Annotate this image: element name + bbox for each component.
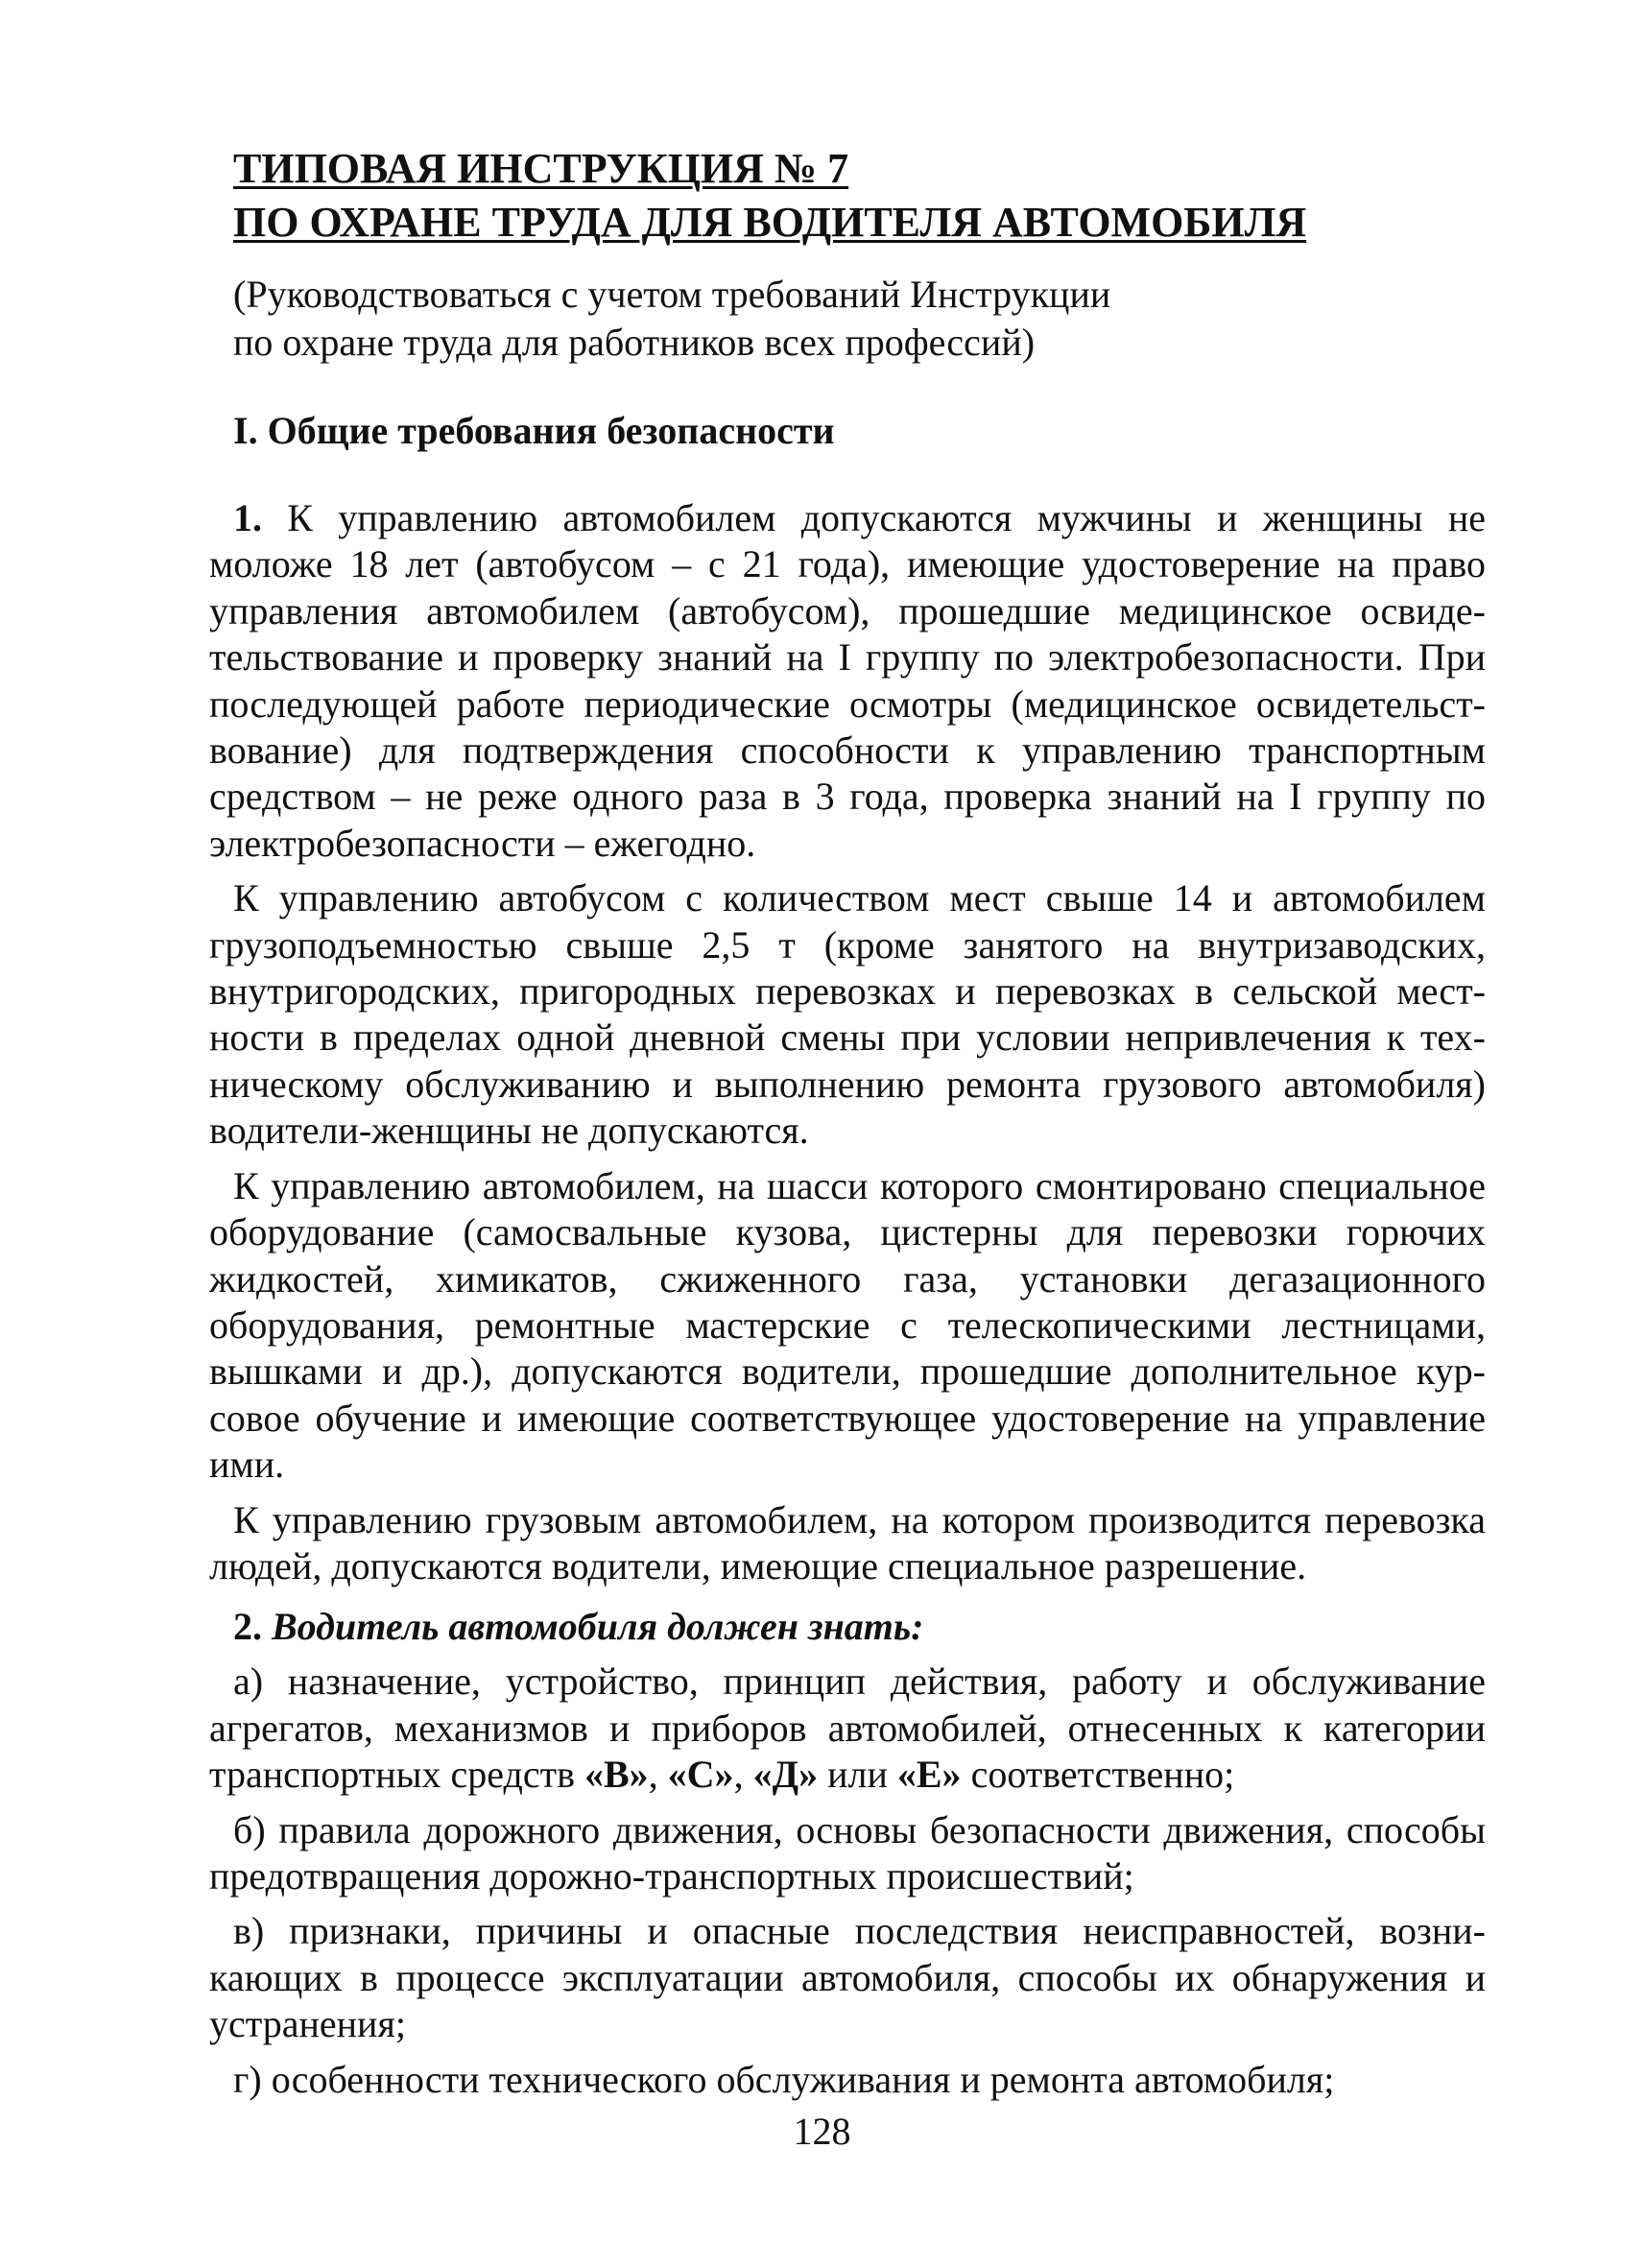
category-c: «С» bbox=[667, 1753, 734, 1797]
document-body bbox=[209, 495, 1486, 2103]
subtitle-line-1: (Руководствоваться с учетом требований Инструкции bbox=[233, 273, 1111, 316]
page-number: 128 bbox=[793, 2110, 851, 2153]
item-1-text: К управлению автомобилем допускаются мужчины и женщины не моложе 18 лет (автобусом – с 21 года), имеющие удостоверение на право управления автомобилем (автобусом), прошедшие медицинское освидетельствование и проверку знаний на I группу по электробезопасности. При последующей работе периодические осмотры (медицинское освидетельствование) для подтверждения способности к управлению транспортным средством – не реже одного раза в 3 года, проверка знаний на I группу по электробезопасности – ежегодно. bbox=[209, 496, 1486, 865]
paragraph-passenger-transport: К управлению грузовым автомобилем, на котором производится перевозка людей, допускаются водители, имеющие специальное разрешение. bbox=[209, 1497, 1486, 1588]
item-2-heading bbox=[209, 1603, 1486, 1651]
section-heading: I. Общие требования безопасности bbox=[233, 409, 835, 452]
item-1-number: 1. bbox=[233, 496, 262, 539]
list-item-a-text: а) назначение, устройство, принцип действия, работу и обслуживание агрегатов, механизмов и приборов автомобилей, отнесенных к категории транспортных средств bbox=[209, 1659, 1486, 1797]
title-line-2: ПО ОХРАНЕ ТРУДА ДЛЯ ВОДИТЕЛЯ АВТОМОБИЛЯ bbox=[233, 199, 1307, 246]
title-line-1: ТИПОВАЯ ИНСТРУКЦИЯ № 7 bbox=[233, 145, 849, 192]
document-title bbox=[233, 142, 1486, 250]
document-page bbox=[209, 142, 1486, 2112]
list-item-c: в) признаки, причины и опасные последствия неисправностей, возникающих в процессе эксплуатации автомобиля, способы их обнаружения и устранения; bbox=[209, 1909, 1486, 2046]
list-item-b: б) правила дорожного движения, основы безопасности движения, способы предотвращения дорожно-транспортных происшествий; bbox=[209, 1807, 1486, 1898]
category-b: «В» bbox=[584, 1753, 649, 1797]
item-2-heading-text: Водитель автомобиля должен знать: bbox=[262, 1605, 924, 1649]
item-2-number: 2. bbox=[233, 1605, 262, 1649]
category-e: «Е» bbox=[896, 1753, 962, 1797]
list-item-a bbox=[209, 1659, 1486, 1798]
category-separator: или bbox=[818, 1753, 897, 1797]
document-subtitle bbox=[233, 271, 1486, 367]
paragraph-special-equipment: К управлению автомобилем, на шасси которого смонтировано специальное оборудование (самосвальные кузова, цистерны для перевозки горючих жидкостей, химикатов, сжиженного газа, установки дегазационного оборудования, ремонтные мастерские с телескопическими лестницами, вышками и др.), допускаются водители, прошедшие дополнительное курсовое обучение и имеющие соответствующее удостоверение на управление ими. bbox=[209, 1163, 1486, 1487]
category-d: «Д» bbox=[752, 1753, 819, 1797]
subtitle-line-2: по охране труда для работников всех профессий) bbox=[233, 321, 1036, 364]
paragraph-bus-drivers: К управлению автобусом с количеством мест свыше 14 и автомобилем грузоподъемностью свыше 2,5 т (кроме занятого на внутризаводских, внутригородских, пригородных перевозках и перевозках в сельской местности в пределах одной дневной смены при условии непривлечения к техническому обслуживанию и выполнению ремонта грузового автомобиля) водители-женщины не допускаются. bbox=[209, 876, 1486, 1153]
category-separator: , bbox=[648, 1753, 668, 1797]
category-separator: , bbox=[733, 1753, 753, 1797]
list-item-a-end: соответственно; bbox=[961, 1753, 1235, 1797]
paragraph-item-1 bbox=[209, 495, 1486, 867]
list-item-d: г) особенности технического обслуживания и ремонта автомобиля; bbox=[233, 2057, 1335, 2101]
